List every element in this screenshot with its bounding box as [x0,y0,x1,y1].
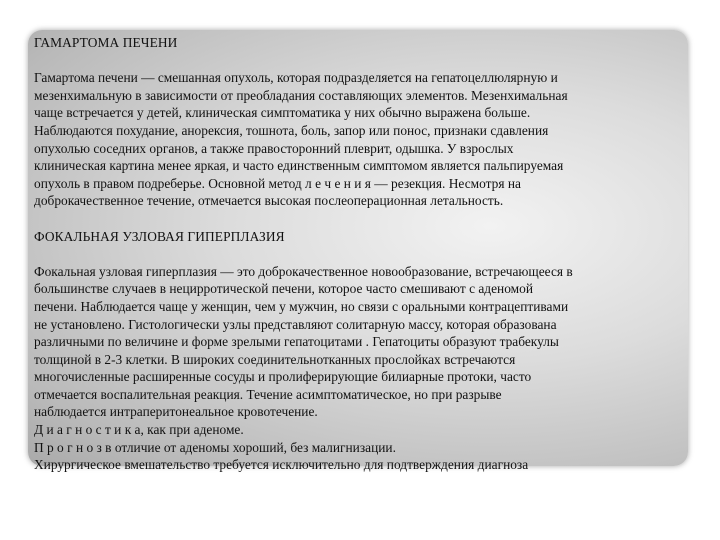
heading-focal-nodular-hyperplasia: ФОКАЛЬНАЯ УЗЛОВАЯ ГИПЕРПЛАЗИЯ [34,228,285,244]
text-line: клиническая картина менее яркая, и часто единственным симптомом является пальпируемая [34,158,564,174]
text-line: толщиной в 2-3 клетки. В широких соединительнотканных прослойках встречаются [34,351,516,367]
text-line: доброкачественное течение, отмечается высокая послеоперационная летальность. [34,193,504,209]
slide-text-content [34,34,684,474]
text-line: опухолью соседних органов, а также правосторонний плеврит, одышка. У взрослых [34,140,514,156]
text-line: наблюдается интраперитонеальное кровотечение. [34,404,318,420]
surgery-line: Хирургическое вмешательство требуется исключительно для подтверждения диагноза [34,457,529,473]
text-line: Наблюдаются похудание, анорексия, тошнота, боль, запор или понос, признаки сдавления [34,122,549,138]
diagnostics-label: Д и а г н о с т и к а [34,422,141,438]
paragraph-focal-nodular-hyperplasia [34,263,684,474]
text-line: чаще встречается у детей, клиническая симптоматика у них обычно выражена больше. [34,105,531,121]
prognosis-label: П р о г н о з [34,439,102,455]
heading-hamartoma: ГАМАРТОМА ПЕЧЕНИ [34,35,178,50]
paragraph-hamartoma [34,69,684,210]
diagnostics-text: , как при аденоме. [140,422,244,438]
text-line: различными по величине и форме зрелыми гепатоцитами . Гепатоциты образуют трабекулы [34,334,559,350]
text-line: печени. Наблюдается чаще у женщин, чем у мужчин, но связи с оральными контрацептивами [34,298,569,314]
spacer [34,210,684,228]
text-line: не установлено. Гистологически узлы представляют солитарную массу, которая образована [34,316,557,332]
spacer [34,245,684,263]
text-line: отмечается воспалительная реакция. Течение асимптоматическое, но при разрыве [34,386,502,402]
prognosis-line [34,439,684,457]
text-line: большинстве случаев в нецирротической печени, которое часто смешивают с аденомой [34,281,534,297]
diagnostics-line [34,421,684,439]
text-line: опухоль в правом подреберье. Основной метод л е ч е н и я — резекция. Несмотря на [34,175,521,191]
text-line: Гамартома печени — смешанная опухоль, которая подразделяется на гепатоцеллюлярную и [34,70,558,86]
spacer [34,52,684,70]
text-line: многочисленные расширенные сосуды и пролиферирующие билиарные протоки, часто [34,369,532,385]
text-line: мезенхимальную в зависимости от преобладания составляющих элементов. Мезенхимальная [34,87,568,103]
prognosis-text: в отличие от аденомы хороший, без малигнизации. [101,439,396,455]
text-line: Фокальная узловая гиперплазия — это доброкачественное новообразование, встречающееся в [34,263,573,279]
